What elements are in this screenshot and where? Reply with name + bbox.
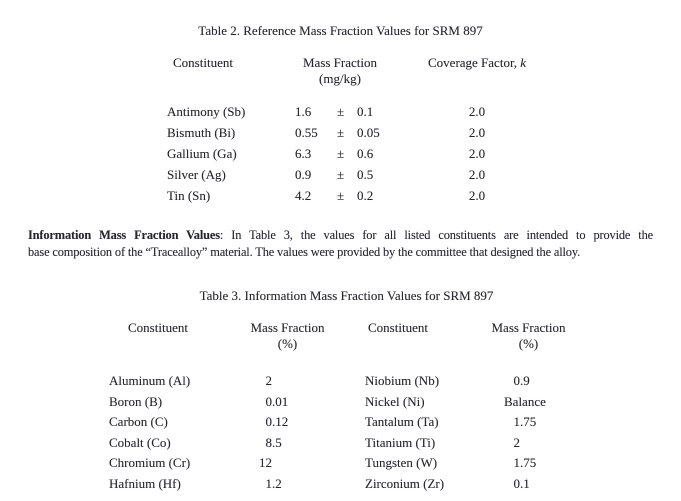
constituent-cell: Silver (Ag) xyxy=(167,167,226,182)
paragraph-line1-rest: : In Table 3, the values for all listed constituents are intended to provide the xyxy=(219,228,653,242)
mass-fraction-right-cell: 2 xyxy=(513,434,520,450)
constituent-right-cell: Tantalum (Ta) xyxy=(365,414,439,430)
uncertainty-cell: 0.5 xyxy=(357,167,374,182)
uncertainty-cell: 0.2 xyxy=(357,188,374,203)
paragraph-lead: Information Mass Fraction Values xyxy=(28,228,220,242)
constituent-left-cell: Carbon (C) xyxy=(109,414,168,430)
coverage-factor-cell: 2.0 xyxy=(468,125,486,140)
table2-header-coverage-factor-text: Coverage Factor, xyxy=(428,55,521,70)
mass-fraction-left-cell: 1.2 xyxy=(265,475,282,491)
plus-minus-cell: ± xyxy=(337,167,345,182)
table2-header-mass-fraction-label: Mass Fraction xyxy=(302,55,378,70)
table3-row xyxy=(0,474,681,495)
mass-fraction-left-cell: 2 xyxy=(265,373,272,388)
mass-fraction-left-cell: 0.12 xyxy=(265,414,289,430)
constituent-cell: Bismuth (Bi) xyxy=(167,125,236,140)
plus-minus-cell: ± xyxy=(337,146,345,161)
mass-fraction-right-cell: 1.75 xyxy=(513,455,537,471)
table2-row xyxy=(0,164,681,185)
mass-fraction-value-cell: 0.55 xyxy=(295,125,318,140)
coverage-factor-cell: 2.0 xyxy=(468,146,486,161)
table2-row xyxy=(0,143,681,164)
table3-row xyxy=(0,412,681,433)
constituent-cell: Antimony (Sb) xyxy=(167,104,246,119)
table3-header-mass-fraction-right-unit: (%) xyxy=(518,336,539,351)
plus-minus-cell: ± xyxy=(337,188,345,203)
uncertainty-cell: 0.1 xyxy=(357,104,374,119)
information-mass-fraction-paragraph xyxy=(28,227,653,260)
constituent-cell: Gallium (Ga) xyxy=(167,146,237,161)
mass-fraction-right-cell: 1.75 xyxy=(513,414,537,430)
table3-header-mass-fraction-left-unit: (%) xyxy=(277,336,298,351)
constituent-left-cell: Aluminum (Al) xyxy=(109,373,191,388)
table3-rows xyxy=(0,371,681,495)
table2-row xyxy=(0,185,681,206)
constituent-right-cell: Nickel (Ni) xyxy=(365,393,425,409)
table3-row xyxy=(0,371,681,392)
table3-header-constituent-right: Constituent xyxy=(368,320,428,335)
constituent-right-cell: Niobium (Nb) xyxy=(365,373,440,388)
mass-fraction-value-cell: 1.6 xyxy=(295,104,312,119)
uncertainty-cell: 0.6 xyxy=(357,146,374,161)
mass-fraction-left-cell: 8.5 xyxy=(265,434,282,450)
mass-fraction-left-cell: 0.01 xyxy=(265,393,289,409)
paragraph-line2: base composition of the “Tracealloy” material. The values were provided by the committee that designed the alloy. xyxy=(28,244,581,259)
paragraph-line1 xyxy=(28,227,653,244)
constituent-right-cell: Titanium (Ti) xyxy=(365,434,436,450)
coverage-factor-cell: 2.0 xyxy=(468,167,486,182)
table3-header-mass-fraction-right xyxy=(478,320,579,352)
table2-title: Table 2. Reference Mass Fraction Values for SRM 897 xyxy=(198,23,483,38)
table2-header-mass-fraction-unit: (mg/kg) xyxy=(319,71,361,86)
mass-fraction-value-cell: 6.3 xyxy=(295,146,312,161)
constituent-left-cell: Cobalt (Co) xyxy=(109,434,171,450)
table2-header-coverage-factor xyxy=(428,55,526,71)
constituent-right-cell: Zirconium (Zr) xyxy=(365,475,445,491)
mass-fraction-value-cell: 0.9 xyxy=(295,167,312,182)
table3-row xyxy=(0,433,681,454)
constituent-left-cell: Chromium (Cr) xyxy=(109,455,191,471)
table2-row xyxy=(0,122,681,143)
table3-header-mass-fraction-left-label: Mass Fraction xyxy=(250,320,325,335)
table3-header-mass-fraction-right-label: Mass Fraction xyxy=(491,320,566,335)
table2-row xyxy=(0,101,681,122)
table3-header-mass-fraction-left xyxy=(237,320,338,352)
mass-fraction-right-cell: 0.9 xyxy=(513,373,530,388)
constituent-right-cell: Tungsten (W) xyxy=(365,455,438,471)
table2-header-mass-fraction xyxy=(281,55,399,87)
plus-minus-cell: ± xyxy=(337,104,345,119)
table3-title: Table 3. Information Mass Fraction Values for SRM 897 xyxy=(199,288,494,303)
mass-fraction-right-cell: Balance xyxy=(504,393,546,409)
constituent-cell: Tin (Sn) xyxy=(167,188,211,203)
coverage-factor-cell: 2.0 xyxy=(468,104,486,119)
plus-minus-cell: ± xyxy=(337,125,345,140)
table2-header-coverage-factor-symbol: k xyxy=(520,55,527,70)
table3-row xyxy=(0,453,681,474)
table2-header-constituent: Constituent xyxy=(173,55,233,70)
table2-rows xyxy=(0,101,681,206)
constituent-left-cell: Boron (B) xyxy=(109,393,163,409)
table3-row xyxy=(0,392,681,413)
table3-header-constituent-left: Constituent xyxy=(128,320,188,335)
mass-fraction-left-cell: 12 xyxy=(259,455,272,471)
mass-fraction-right-cell: 0.1 xyxy=(513,475,530,491)
mass-fraction-value-cell: 4.2 xyxy=(295,188,312,203)
constituent-left-cell: Hafnium (Hf) xyxy=(109,475,181,491)
uncertainty-cell: 0.05 xyxy=(357,125,380,140)
coverage-factor-cell: 2.0 xyxy=(468,188,486,203)
